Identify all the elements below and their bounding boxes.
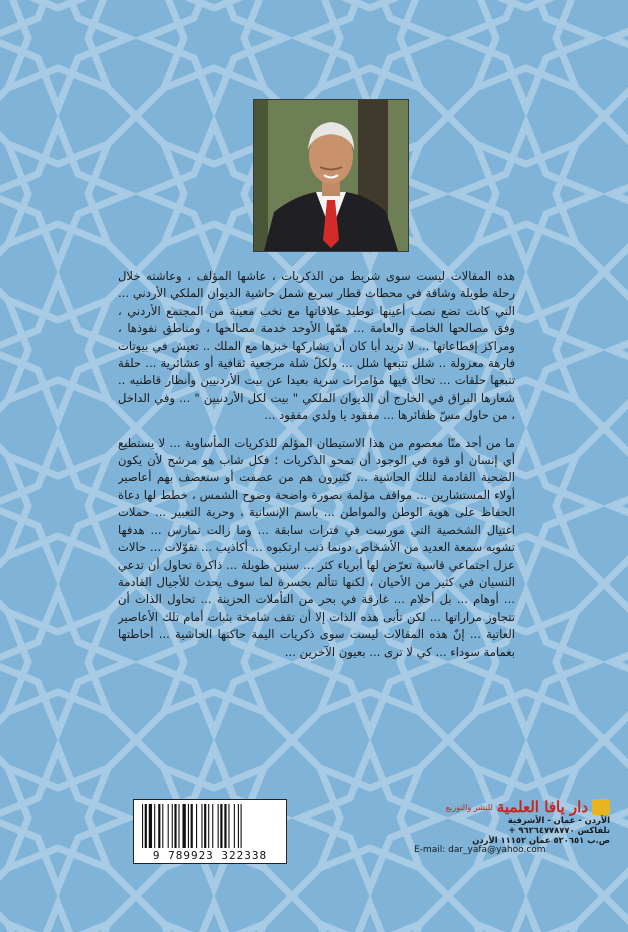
publisher-logo: [414, 799, 610, 815]
publisher-name: دار يافا العلمية: [496, 798, 588, 816]
paragraph-2: ما من أحد منّا معصوم من هذا الاستيطان المؤلم للذكريات المأساوية ... لا يستطيع أي إنسان أو قوة في الوجود أن تمحو الذكريات ؛ فكل شاب هو مرشح لأن يكون الضحية القادمة لتلك الحاشية ... كثيرون هم من عصفت أو ستعصف بهم أعاصير أولاء المستشارين ... مواقف مؤلمة بصورة واضحة وضوح الشمس ، خطط لها دعاة الحفاظ على هوية الوطن والمواطن ... باسم الإنسانية ، وحرية التعبير ... حملات اغتيال الشخصية التي مورست في فترات سابقة ... وما زالت تمارس ... هدفها تشويه سمعة العديد من الأشخاص دونما ذنب ارتكبوه ... أكاذيب ... تقوّلات ... حالات عزل اجتماعي قاسية تعرّض لها أبرياء كثر ... سنين طويلة ... ذاكرة تحاول أن تدعي النسيان في كثير من الأحيان ، لكنها تتألم بحسرة لما سوف يحدث للأجيال القادمة ... أوهام ... بل أحلام ... غارقة في بحر من التأملات الحزينة ... تحاول الذات أن تتجاوز مراراتها ... لكن تأبى هذه الذات إلا أن تقف شامخة بثبات أمام تلك الأعاصير العاتية ... إنّ هذه المقالات ليست سوى ذكريات اليمة حاكتها الحاشية ... أحاطتها بغمامة سوداء ... كي لا ترى ... بعيون الآخرين ...: [118, 435, 515, 659]
publisher-logo-icon: [592, 799, 610, 815]
author-photo: [253, 99, 409, 252]
back-cover-text: [118, 268, 515, 748]
isbn-barcode: [133, 799, 287, 864]
publisher-email: E-mail: dar_yafa@yahoo.com: [414, 845, 546, 855]
publisher-info: [414, 799, 610, 865]
paragraph-1: هذه المقالات ليست سوى شريط من الذكريات ، عاشها المؤلف ، وعاشته خلال رحلة طويلة وشاقة في محطات قطار سريع شمل حاشية الديوان الملكي الأردني ... التي كانت تضع نصب أعينها توطيد علاقاتها مع نخب معينة من المجتمع الأردني ، وفق مصالحها الخاصة والعامة ... همّها الأوحد خدمة مصالحها ، ومناطق نفوذها ، ومراكز إقطاعاتها ... لا تريد أبا كان أن يشاركها خبزها مع الملك .. تعيش في بيوتات فارهة معزولة .. شلل تتبعها شلل ... ولكلّ شلة مرجعية ثقافية أو عشائرية ... حلقة تتبعها حلقات ... تحاك فيها مؤامرات سرية بعيدا عن بيت الأردنيين وأنظار قاطنيه .. شعارها البراق في الخارج أن الديوان الملكي " بيت لكل الأردنيين " ... وفي الداخل ، من حاول مسّ ظفائرها ... مفقود يا ولدي مفقود ...: [118, 269, 515, 423]
publisher-address: الأردن - عمان - الأشرفية: [507, 815, 610, 825]
barcode-bars: [134, 800, 286, 850]
publisher-pobox: ص.ب ٥٢٠٦٥١ عمان ١١١٥٢ الأردن: [472, 835, 610, 845]
barcode-number: 9 789923 322338: [152, 849, 268, 862]
publisher-tagline: للنشر والتوزيع: [445, 802, 493, 812]
publisher-phone: تلفاكس ٩٦٢٦٤٧٧٨٧٧٠ +: [508, 825, 610, 835]
